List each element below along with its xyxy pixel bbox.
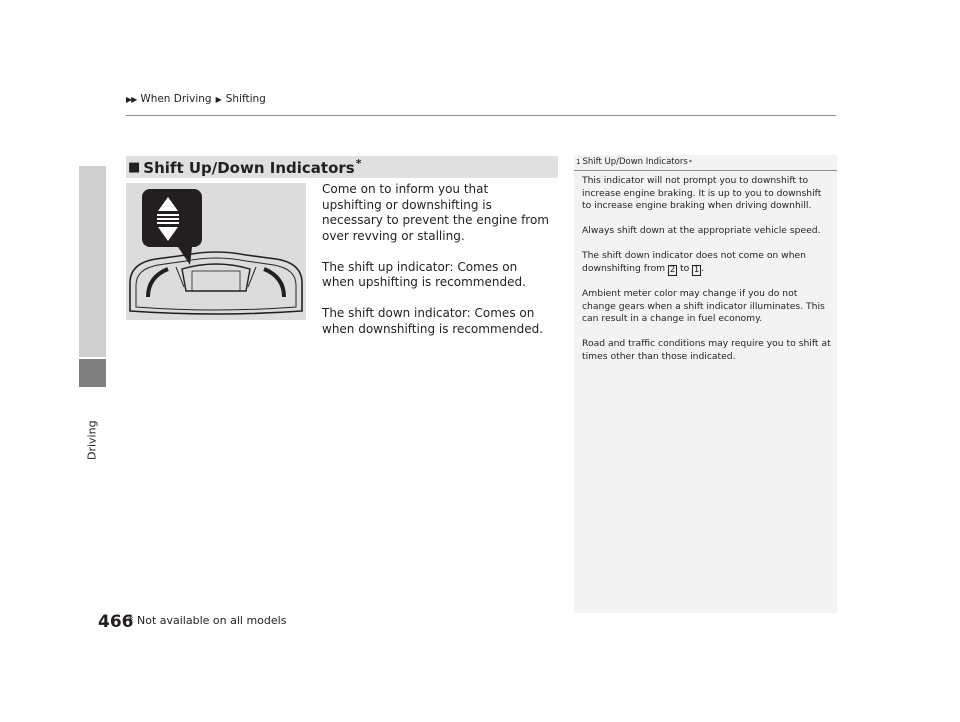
gear-key-1: 1 (693, 264, 700, 275)
chapter-side-label: Driving (85, 420, 99, 460)
body-paragraph: The shift up indicator: Comes on when upshifting is recommended. (322, 259, 526, 289)
header-rule (126, 115, 836, 116)
section-square-icon: ■ (128, 159, 141, 175)
chapter-tab-marker (79, 359, 106, 387)
body-text (322, 182, 550, 353)
sidebar-reference-number: 1 (576, 158, 581, 166)
sidebar-paragraph: Road and traffic conditions may require you to shift at times other than those indicated. (582, 338, 831, 362)
body-paragraph: Come on to inform you that upshifting or downshifting is necessary to prevent the engine from over revving or stalling. (322, 182, 549, 243)
section-title: Shift Up/Down Indicators* (143, 157, 362, 177)
sidebar-title-star: * (688, 158, 692, 166)
footnote: * Not available on all models (128, 614, 287, 627)
notes-sidebar (574, 155, 837, 613)
sidebar-paragraph: This indicator will not prompt you to downshift to increase engine braking. It is up to you to downshift to increase engine braking when driving downhill. (582, 175, 822, 211)
breadcrumb-separator-icon: ▶ (215, 94, 222, 104)
body-paragraph: The shift down indicator: Comes on when downshifting is recommended. (322, 306, 544, 336)
sidebar-rule (574, 170, 837, 171)
breadcrumb-item-when-driving: When Driving (140, 93, 212, 105)
breadcrumb (126, 93, 266, 105)
sidebar-body (582, 175, 832, 376)
page-number: 466 (98, 612, 134, 632)
sidebar-paragraph: The shift down indicator does not come on when downshifting from 2 to 1 . (582, 250, 806, 275)
sidebar-header (574, 155, 837, 169)
sidebar-paragraph: Ambient meter color may change if you do not change gears when a shift indicator illuminates. This can result in a change in fuel economy. (582, 288, 825, 324)
gear-key-2: 2 (669, 264, 676, 275)
section-heading (126, 156, 558, 178)
instrument-cluster-icon (126, 183, 306, 320)
sidebar-paragraph: Always shift down at the appropriate vehicle speed. (582, 225, 821, 236)
chapter-tab-background (79, 166, 106, 357)
instrument-cluster-illustration (126, 183, 306, 320)
breadcrumb-arrow-icon: ▶▶ (126, 94, 137, 104)
breadcrumb-item-shifting: Shifting (225, 93, 266, 105)
sidebar-title: Shift Up/Down Indicators (582, 157, 688, 167)
